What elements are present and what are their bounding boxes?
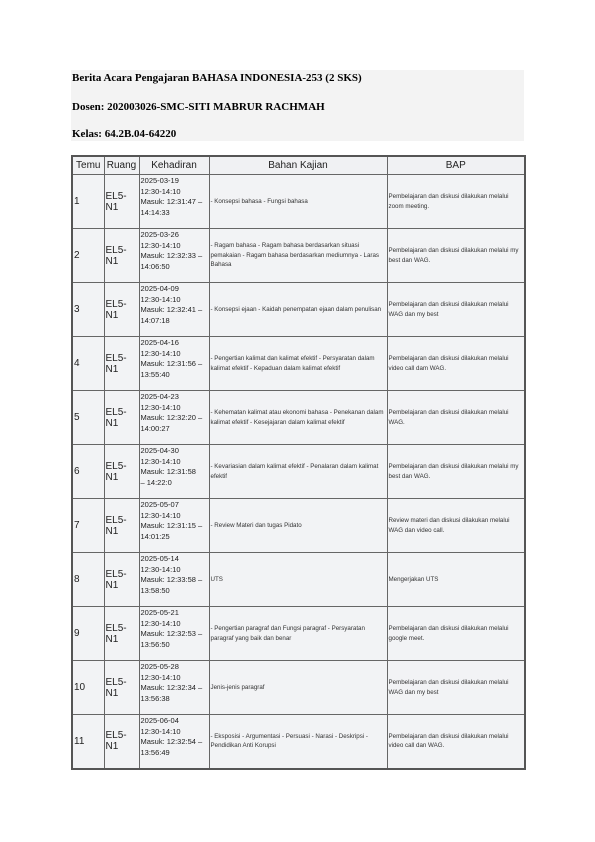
cell-temu: 3 xyxy=(72,283,104,337)
attendance-in: Masuk: 12:32:33 – xyxy=(140,251,203,260)
table-row xyxy=(72,499,525,553)
cell-bap: Pembelajaran dan diskusi dilakukan melalui video call dam WAG. xyxy=(387,337,525,391)
attendance-out: – 14:22:0 xyxy=(140,477,172,487)
lecturer-line: Dosen: 202003026-SMC-SITI MABRUR RACHMAH xyxy=(72,101,325,113)
attendance-date: 2025-05-28 xyxy=(140,662,179,671)
cell-temu: 4 xyxy=(72,337,104,391)
cell-kehadiran xyxy=(139,499,209,553)
column-header-kehadiran: Kehadiran xyxy=(139,156,209,175)
cell-bahan-kajian: - Eksposisi - Argumentasi - Persuasi - Narasi - Deskripsi - Pendidikan Anti Korupsi xyxy=(209,715,387,769)
attendance-date: 2025-04-09 xyxy=(140,284,179,293)
cell-bahan-kajian: - Pengertian paragraf dan Fungsi paragraf - Persyaratan paragraf yang baik dan benar xyxy=(209,607,387,661)
attendance-time: 12:30-14:10 xyxy=(140,186,181,196)
cell-bap: Pembelajaran dan diskusi dilakukan melalui video call dan WAG. xyxy=(387,715,525,769)
cell-bahan-kajian: Jenis-jenis paragraf xyxy=(209,661,387,715)
table-row xyxy=(72,715,525,769)
attendance-in: Masuk: 12:32:54 – xyxy=(140,737,203,746)
cell-temu: 8 xyxy=(72,553,104,607)
cell-ruang: EL5-N1 xyxy=(104,175,139,229)
attendance-time: 12:30-14:10 xyxy=(140,294,181,304)
cell-bap: Pembelajaran dan diskusi dilakukan melalui WAG. xyxy=(387,391,525,445)
class-line: Kelas: 64.2B.04-64220 xyxy=(72,128,177,140)
attendance-date: 2025-04-23 xyxy=(140,392,179,401)
cell-bahan-kajian: - Kehematan kalimat atau ekonomi bahasa - Penekanan dalam kalimat efektif - Kesejajaran dalam kalimat efektif xyxy=(209,391,387,445)
cell-ruang: EL5-N1 xyxy=(104,661,139,715)
cell-kehadiran xyxy=(139,175,209,229)
attendance-date: 2025-05-07 xyxy=(140,500,179,509)
cell-temu: 7 xyxy=(72,499,104,553)
cell-bap: Review materi dan diskusi dilakukan melalui WAG dan video call. xyxy=(387,499,525,553)
cell-kehadiran xyxy=(139,661,209,715)
attendance-out: 14:07:18 xyxy=(140,315,170,325)
cell-temu: 9 xyxy=(72,607,104,661)
attendance-time: 12:30-14:10 xyxy=(140,402,181,412)
attendance-date: 2025-04-30 xyxy=(140,446,179,455)
table-row xyxy=(72,229,525,283)
cell-bahan-kajian: - Ragam bahasa - Ragam bahasa berdasarkan situasi pemakaian - Ragam bahasa berdasarkan mediumnya - Laras Bahasa xyxy=(209,229,387,283)
table-row xyxy=(72,661,525,715)
page-title: Berita Acara Pengajaran BAHASA INDONESIA-253 (2 SKS) xyxy=(72,72,362,84)
cell-ruang: EL5-N1 xyxy=(104,337,139,391)
cell-ruang: EL5-N1 xyxy=(104,283,139,337)
attendance-out: 14:01:25 xyxy=(140,531,170,541)
attendance-out: 13:56:38 xyxy=(140,693,170,703)
cell-bahan-kajian: - Kevariasian dalam kalimat efektif - Penalaran dalam kalimat efektif xyxy=(209,445,387,499)
attendance-in: Masuk: 12:32:41 – xyxy=(140,305,203,314)
cell-bap: Pembelajaran dan diskusi dilakukan melalui my best dan WAG. xyxy=(387,229,525,283)
cell-kehadiran xyxy=(139,337,209,391)
table-row xyxy=(72,337,525,391)
table-row xyxy=(72,445,525,499)
column-header-temu: Temu xyxy=(72,156,104,175)
column-header-bahan-kajian: Bahan Kajian xyxy=(209,156,387,175)
cell-bahan-kajian: - Konsepsi ejaan - Kaidah penempatan ejaan dalam penulisan xyxy=(209,283,387,337)
attendance-date: 2025-04-16 xyxy=(140,338,179,347)
attendance-in: Masuk: 12:31:47 – xyxy=(140,197,203,206)
attendance-time: 12:30-14:10 xyxy=(140,240,181,250)
attendance-out: 14:00:27 xyxy=(140,423,170,433)
cell-temu: 6 xyxy=(72,445,104,499)
attendance-out: 13:56:49 xyxy=(140,747,170,757)
cell-bap: Pembelajaran dan diskusi dilakukan melalui my best dan WAG. xyxy=(387,445,525,499)
cell-temu: 2 xyxy=(72,229,104,283)
cell-temu: 5 xyxy=(72,391,104,445)
attendance-out: 13:56:50 xyxy=(140,639,170,649)
attendance-date: 2025-03-19 xyxy=(140,176,179,185)
attendance-date: 2025-05-14 xyxy=(140,554,179,563)
cell-ruang: EL5-N1 xyxy=(104,391,139,445)
cell-bahan-kajian: - Pengertian kalimat dan kalimat efektif - Persyaratan dalam kalimat efektif - Kepaduan dalam kalimat efektif xyxy=(209,337,387,391)
cell-temu: 1 xyxy=(72,175,104,229)
cell-kehadiran xyxy=(139,229,209,283)
attendance-time: 12:30-14:10 xyxy=(140,456,181,466)
cell-kehadiran xyxy=(139,283,209,337)
cell-ruang: EL5-N1 xyxy=(104,715,139,769)
attendance-time: 12:30-14:10 xyxy=(140,564,181,574)
attendance-in: Masuk: 12:32:20 – xyxy=(140,413,203,422)
attendance-out: 13:58:50 xyxy=(140,585,170,595)
cell-bahan-kajian: UTS xyxy=(209,553,387,607)
table-row xyxy=(72,391,525,445)
attendance-date: 2025-05-21 xyxy=(140,608,179,617)
table-row xyxy=(72,607,525,661)
cell-ruang: EL5-N1 xyxy=(104,553,139,607)
cell-temu: 10 xyxy=(72,661,104,715)
cell-kehadiran xyxy=(139,607,209,661)
cell-temu: 11 xyxy=(72,715,104,769)
cell-bap: Pembelajaran dan diskusi dilakukan melalui WAG dan my best xyxy=(387,283,525,337)
cell-bahan-kajian: - Konsepsi bahasa - Fungsi bahasa xyxy=(209,175,387,229)
attendance-in: Masuk: 12:32:53 – xyxy=(140,629,203,638)
cell-kehadiran xyxy=(139,445,209,499)
cell-bap: Mengerjakan UTS xyxy=(387,553,525,607)
attendance-time: 12:30-14:10 xyxy=(140,510,181,520)
attendance-table xyxy=(71,155,526,770)
attendance-time: 12:30-14:10 xyxy=(140,672,181,682)
cell-ruang: EL5-N1 xyxy=(104,607,139,661)
cell-ruang: EL5-N1 xyxy=(104,445,139,499)
table-row xyxy=(72,283,525,337)
attendance-in: Masuk: 12:33:58 – xyxy=(140,575,203,584)
table-row xyxy=(72,553,525,607)
attendance-time: 12:30-14:10 xyxy=(140,726,181,736)
attendance-out: 13:55:40 xyxy=(140,369,170,379)
attendance-date: 2025-03-26 xyxy=(140,230,179,239)
attendance-out: 14:06:50 xyxy=(140,261,170,271)
attendance-in: Masuk: 12:32:34 – xyxy=(140,683,203,692)
cell-bap: Pembelajaran dan diskusi dilakukan melalui zoom meeting. xyxy=(387,175,525,229)
cell-ruang: EL5-N1 xyxy=(104,499,139,553)
attendance-date: 2025-06-04 xyxy=(140,716,179,725)
attendance-in: Masuk: 12:31:15 – xyxy=(140,521,203,530)
cell-bap: Pembelajaran dan diskusi dilakukan melalui google meet. xyxy=(387,607,525,661)
cell-bahan-kajian: - Review Materi dan tugas Pidato xyxy=(209,499,387,553)
cell-ruang: EL5-N1 xyxy=(104,229,139,283)
column-header-ruang: Ruang xyxy=(104,156,139,175)
cell-kehadiran xyxy=(139,715,209,769)
attendance-in: Masuk: 12:31:58 xyxy=(140,467,196,476)
column-header-bap: BAP xyxy=(387,156,525,175)
table-row xyxy=(72,175,525,229)
table-header-row xyxy=(72,156,525,175)
cell-bap: Pembelajaran dan diskusi dilakukan melalui WAG dan my best xyxy=(387,661,525,715)
cell-kehadiran xyxy=(139,391,209,445)
cell-kehadiran xyxy=(139,553,209,607)
attendance-time: 12:30-14:10 xyxy=(140,348,181,358)
attendance-time: 12:30-14:10 xyxy=(140,618,181,628)
attendance-in: Masuk: 12:31:56 – xyxy=(140,359,203,368)
attendance-out: 14:14:33 xyxy=(140,207,170,217)
